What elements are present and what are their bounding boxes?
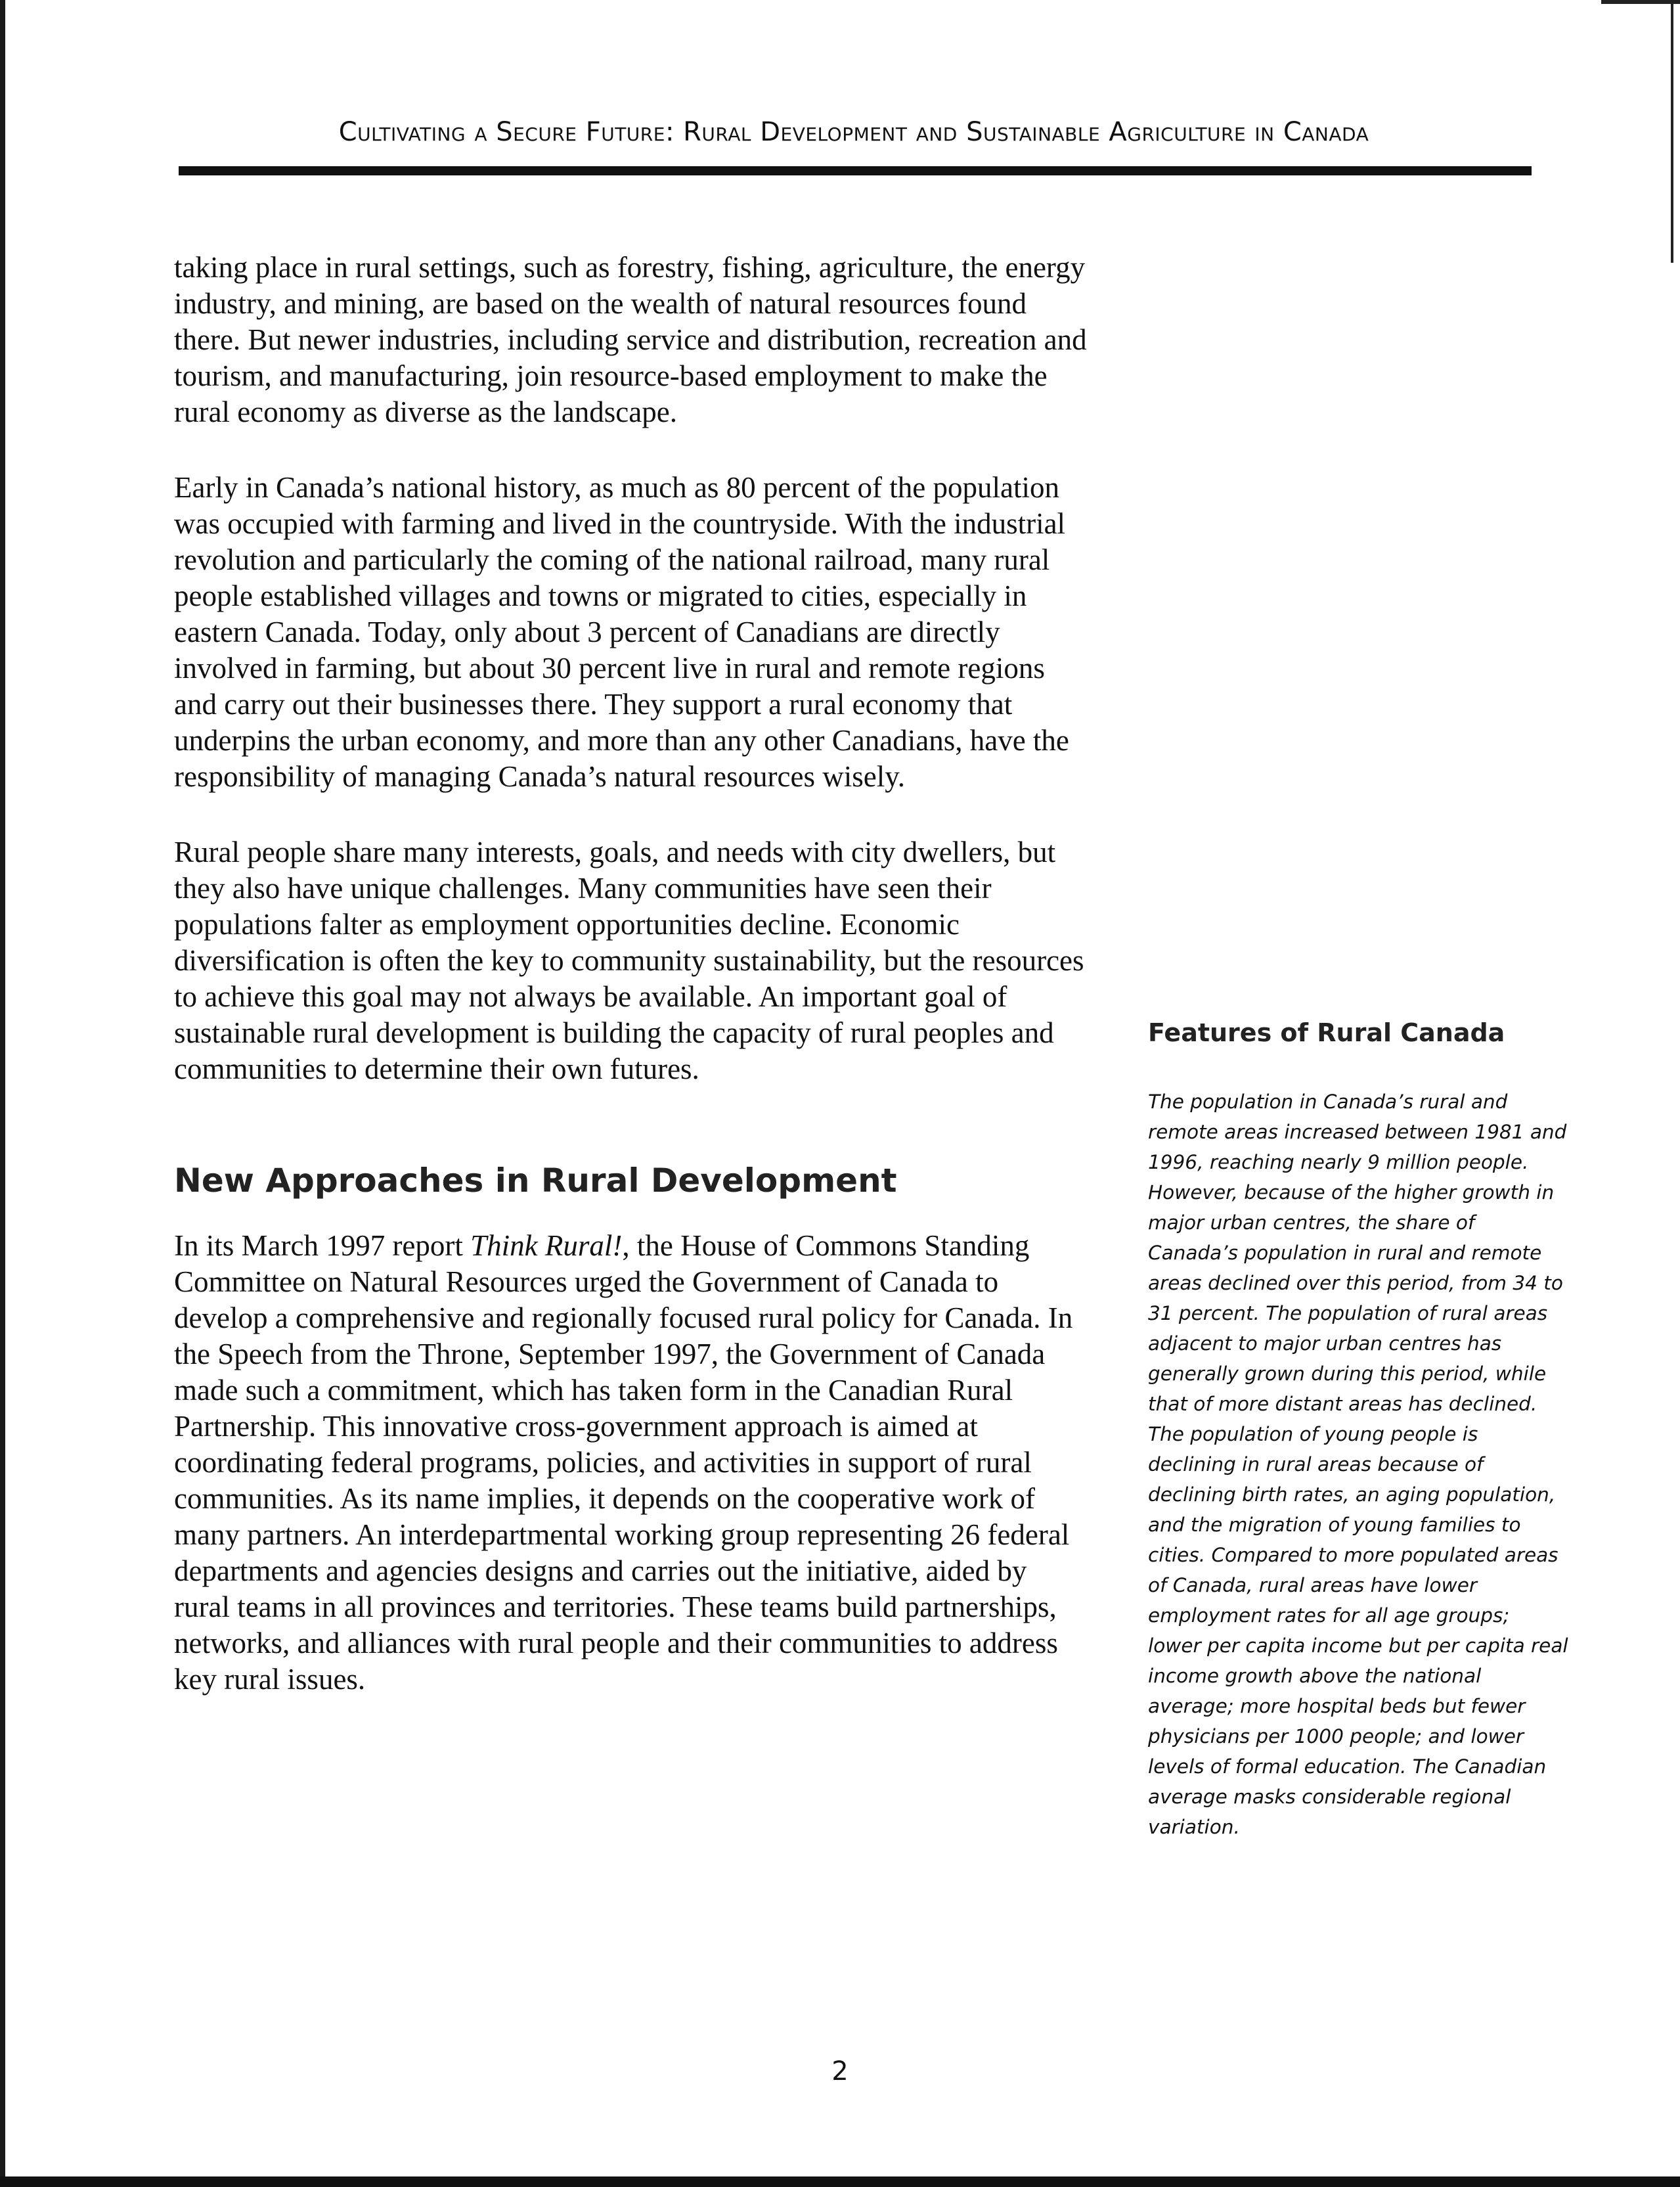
report-title: Think Rural! bbox=[470, 1229, 623, 1262]
section-paragraph-start: In its March 1997 report bbox=[174, 1229, 471, 1262]
section-paragraph-rest: , the House of Commons Standing Committee on Natural Resources urged the Government of Canada to develop a comprehensive and regionally focused rural policy for Canada. In the Speech from the Throne, September 1997, the Government of Canada made such a commitment, which has taken form in the Canadian Rural Partnership. This innovative cross-government approach is aimed at coordinating federal programs, policies, and activities in support of rural communities. As its name implies, it depends on the cooperative work of many partners. An interdepartmental working group representing 26 federal departments and agencies designs and carries out the initiative, aided by rural teams in all provinces and territories. These teams build partnerships, networks, and alliances with rural people and their communities to address key rural issues. bbox=[174, 1229, 1073, 1696]
section-paragraph bbox=[174, 1228, 1087, 1698]
sidebar-title: Features of Rural Canada bbox=[1148, 1018, 1505, 1047]
section-heading: New Approaches in Rural Development bbox=[174, 1161, 897, 1200]
running-header: Cultivating a Secure Future: Rural Development and Sustainable Agriculture in Canada bbox=[338, 117, 1369, 147]
header-rule bbox=[179, 166, 1532, 175]
scan-edge-left bbox=[0, 0, 5, 2187]
paragraph-3: Rural people share many interests, goals, and needs with city dwellers, but they also have unique challenges. Many communities have seen their populations falter as employment opportunities decline. Economic diversification is often the key to community sustainability, but the resources to achieve this goal may not always be available. An important goal of sustainable rural development is building the capacity of rural peoples and communities to determine their own futures. bbox=[174, 836, 1084, 1085]
sidebar-box bbox=[1148, 1018, 1568, 1842]
paragraph-1: taking place in rural settings, such as forestry, fishing, agriculture, the energy industry, and mining, are based on the wealth of natural resources found there. But newer industries, including service and distribution, recreation and tourism, and manufacturing, join resource-based employment to make the rural economy as diverse as the landscape. bbox=[174, 251, 1087, 428]
scan-edge-bottom bbox=[0, 2176, 1680, 2187]
scan-edge-right bbox=[1671, 0, 1673, 263]
sidebar-body: The population in Canada’s rural and remote areas increased between 1981 and 1996, reaching nearly 9 million people. However, because of the higher growth in major urban centres, the share of Canada’s population in rural and remote areas declined over this period, from 34 to 31 percent. The population of rural areas adjacent to major urban centres has generally grown during this period, while that of more distant areas has declined. The population of young people is declining in rural areas because of declining birth rates, an aging population, and the migration of young families to cities. Compared to more populated areas of Canada, rural areas have lower employment rates for all age groups; lower per capita income but per capita real income growth above the national average; more hospital beds but fewer physicians per 1000 people; and lower levels of formal education. The Canadian average masks considerable regional variation. bbox=[1148, 1091, 1568, 1838]
paragraph-2: Early in Canada’s national history, as much as 80 percent of the population was occupied with farming and lived in the countryside. With the industrial revolution and particularly the coming of the national railroad, many rural people established villages and towns or migrated to cities, especially in eastern Canada. Today, only about 3 percent of Canadians are directly involved in farming, but about 30 percent live in rural and remote regions and carry out their businesses there. They support a rural economy that underpins the urban economy, and more than any other Canadians, have the responsibility of managing Canada’s natural resources wisely. bbox=[174, 471, 1069, 793]
scan-edge-right-top bbox=[1601, 0, 1680, 4]
main-column bbox=[174, 250, 1087, 1737]
page-number: 2 bbox=[831, 2056, 849, 2086]
